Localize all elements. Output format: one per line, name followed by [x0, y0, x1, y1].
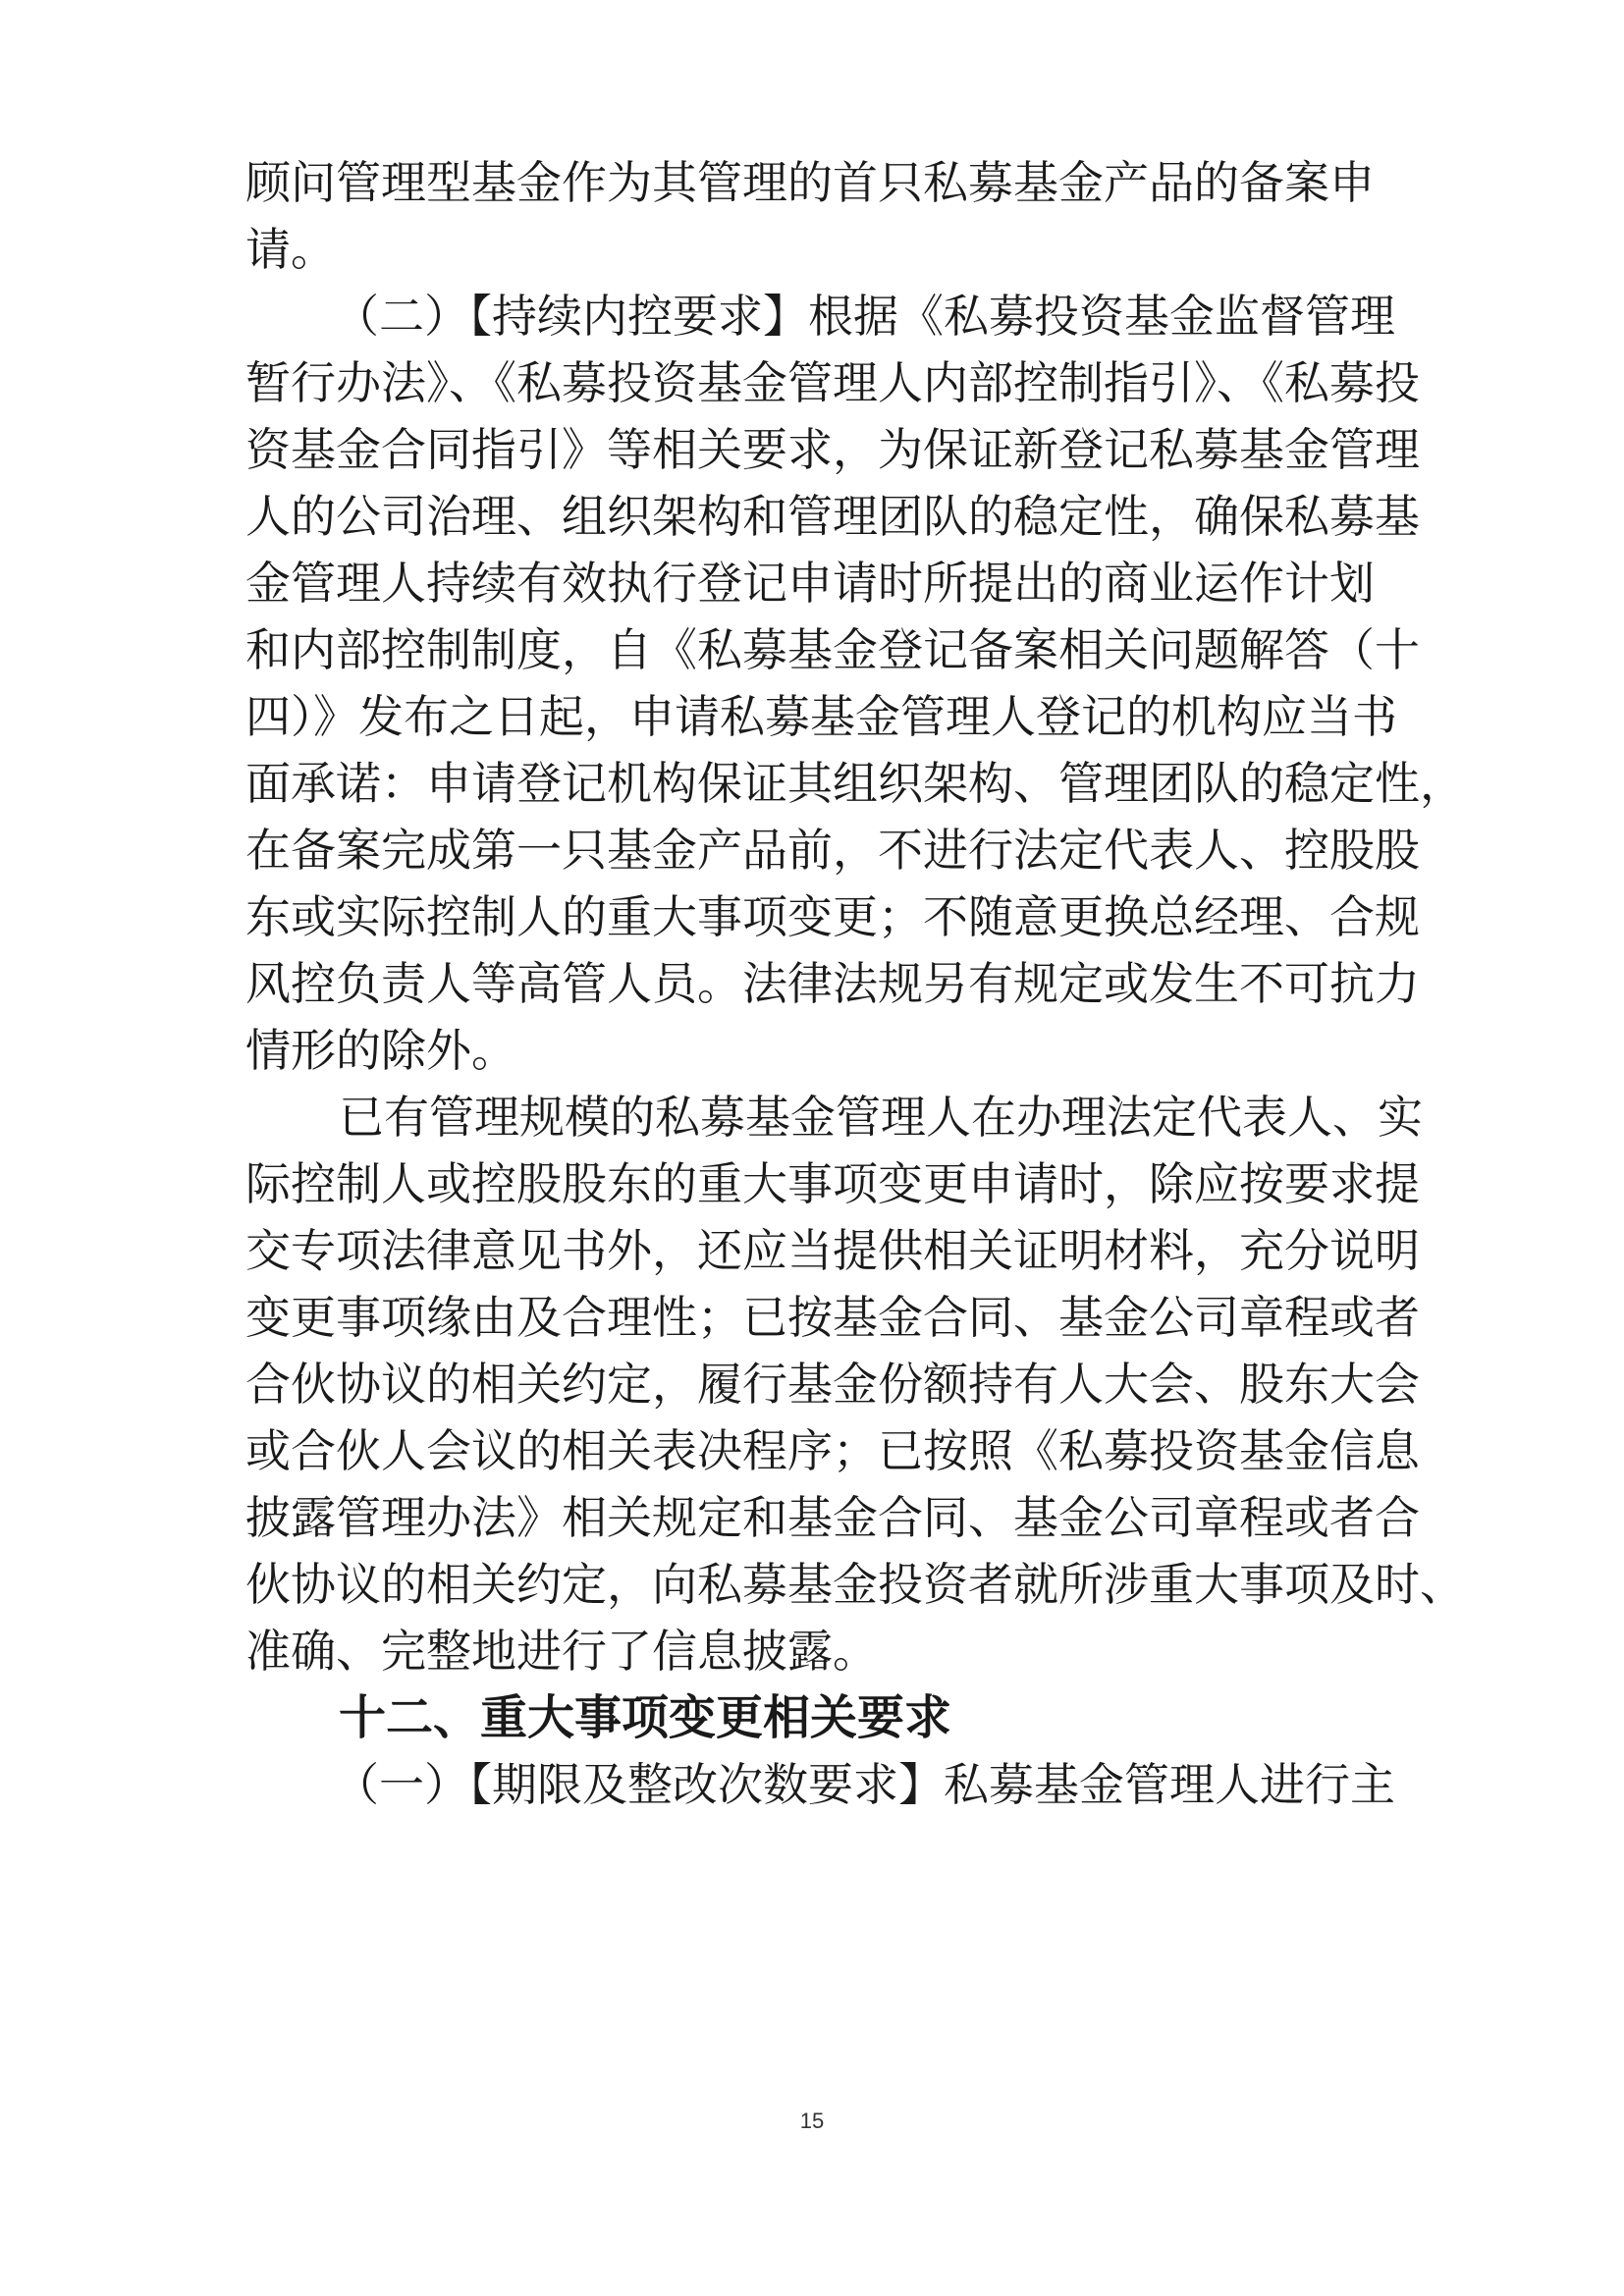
body-text-line: 请。: [245, 223, 336, 276]
body-text-line: 人的公司治理、组织架构和管理团队的稳定性，确保私募基: [245, 490, 1420, 543]
body-text-line: 和内部控制制度，自《私募基金登记备案相关问题解答（十: [245, 623, 1420, 676]
body-text-line: 或合伙人会议的相关表决程序；已按照《私募投资基金信息: [245, 1424, 1420, 1477]
paragraph-start-line: 已有管理规模的私募基金管理人在办理法定代表人、实: [339, 1091, 1423, 1144]
paragraph-start-line: （二）【持续内控要求】根据《私募投资基金监督管理: [334, 290, 1395, 343]
body-text-line: 顾问管理型基金作为其管理的首只私募基金产品的备案申: [245, 156, 1375, 209]
body-text-line: 准确、完整地进行了信息披露。: [245, 1625, 878, 1678]
page-number: 15: [799, 2109, 825, 2133]
body-text-line: 四）》发布之日起，申请私募基金管理人登记的机构应当书: [245, 690, 1397, 743]
body-text-line: 交专项法律意见书外，还应当提供相关证明材料，充分说明: [245, 1224, 1420, 1277]
body-text-line: 金管理人持续有效执行登记申请时所提出的商业运作计划: [245, 557, 1375, 610]
body-text-line: 风控负责人等高管人员。法律法规另有规定或发生不可抗力: [245, 957, 1420, 1010]
body-text-line: 资基金合同指引》等相关要求，为保证新登记私募基金管理: [245, 423, 1420, 476]
body-text-line: 暂行办法》、《私募投资基金管理人内部控制指引》、《私募投: [245, 356, 1420, 409]
body-text-line: 合伙协议的相关约定，履行基金份额持有人大会、股东大会: [245, 1358, 1420, 1411]
body-text-line: 在备案完成第一只基金产品前，不进行法定代表人、控股股: [245, 824, 1420, 877]
paragraph-start-line: （一）【期限及整改次数要求】私募基金管理人进行主: [334, 1758, 1395, 1811]
body-text-line: 面承诺：申请登记机构保证其组织架构、管理团队的稳定性，: [245, 757, 1465, 810]
body-text-line: 伙协议的相关约定，向私募基金投资者就所涉重大事项及时、: [245, 1558, 1465, 1611]
body-text-line: 东或实际控制人的重大事项变更；不随意更换总经理、合规: [245, 890, 1420, 943]
body-text-line: 际控制人或控股股东的重大事项变更申请时，除应按要求提: [245, 1157, 1420, 1210]
section-heading: 十二、重大事项变更相关要求: [339, 1690, 952, 1745]
body-text-line: 情形的除外。: [245, 1024, 516, 1077]
body-text-line: 披露管理办法》相关规定和基金合同、基金公司章程或者合: [245, 1491, 1420, 1544]
body-text-line: 变更事项缘由及合理性；已按基金合同、基金公司章程或者: [245, 1291, 1420, 1344]
